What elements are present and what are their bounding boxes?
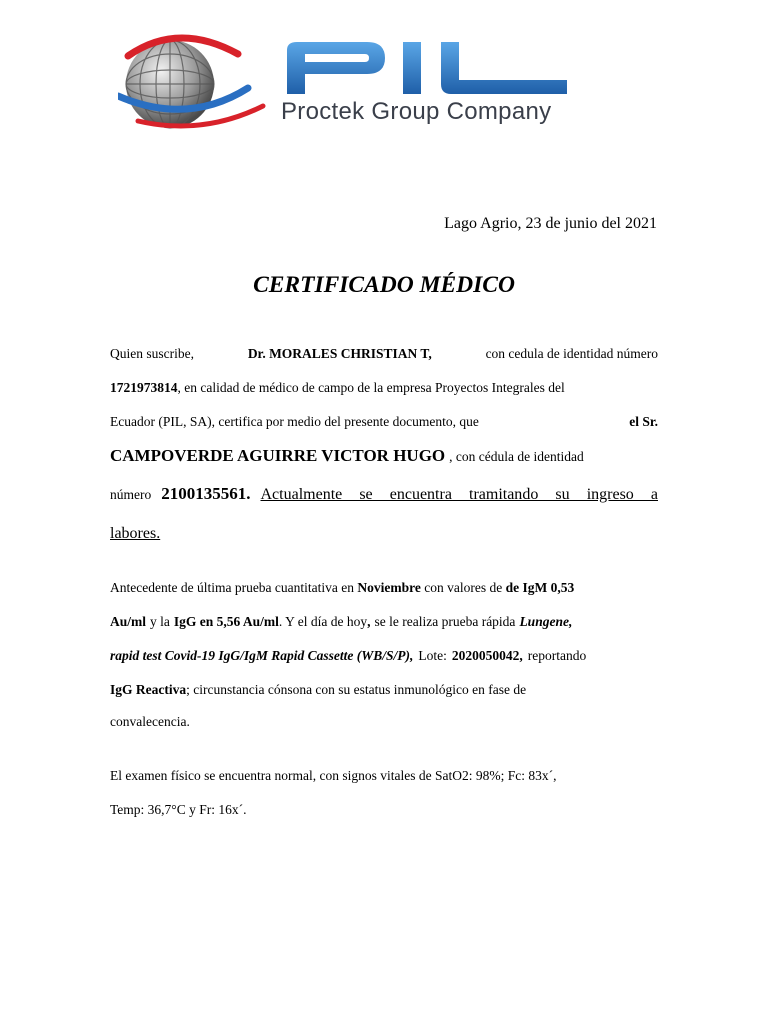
company-logo — [118, 26, 638, 138]
patient-id: 2100135561. — [161, 484, 251, 503]
p1-line-4: CAMPOVERDE AGUIRRE VICTOR HUGO , con cédula de identidad — [110, 446, 584, 465]
p2-line-3: rapid test Covid-19 IgG/IgM Rapid Cassette (WB/S/P), Lote: 2020050042, reportando — [110, 648, 587, 663]
document-title: CERTIFICADO MÉDICO — [253, 272, 515, 298]
p3-line-2: Temp: 36,7°C y Fr: 16x´. — [110, 802, 247, 817]
p1-line-5: número 2100135561. Actualmente se encuentra tramitando su ingreso a — [110, 484, 658, 503]
p1-line-3: Ecuador (PIL, SA), certifica por medio del presente documento, que el Sr. — [110, 414, 658, 429]
p1-line-2: 1721973814, en calidad de médico de campo de la empresa Proyectos Integrales del — [110, 380, 565, 395]
globe-icon — [118, 26, 278, 138]
patient-name: CAMPOVERDE AGUIRRE VICTOR HUGO — [110, 446, 446, 465]
doctor-name: Dr. MORALES CHRISTIAN T, — [247, 346, 432, 361]
p1-line-6: labores. — [110, 525, 161, 542]
document-date: Lago Agrio, 23 de junio del 2021 — [444, 215, 657, 232]
p3-line-1: El examen físico se encuentra normal, con signos vitales de SatO2: 98%; Fc: 83x´, — [110, 768, 557, 783]
doctor-id: 1721973814 — [110, 380, 178, 395]
company-name: Proctek Group Company — [281, 98, 552, 125]
p2-line-4: IgG Reactiva; circunstancia cónsona con su estatus inmunológico en fase de — [110, 682, 527, 697]
p2-line-1: Antecedente de última prueba cuantitativa en Noviembre con valores de de IgM 0,53 — [110, 580, 575, 595]
p2-line-5: convalecencia. — [110, 714, 190, 729]
pil-wordmark — [281, 36, 571, 98]
p1-line-1: Quien suscribe, Dr. MORALES CHRISTIAN T, con cedula de identidad número — [110, 346, 658, 361]
p2-line-2: Au/ml y la IgG en 5,56 Au/ml . Y el día de hoy , se le realiza prueba rápida Lungene, — [110, 614, 573, 629]
